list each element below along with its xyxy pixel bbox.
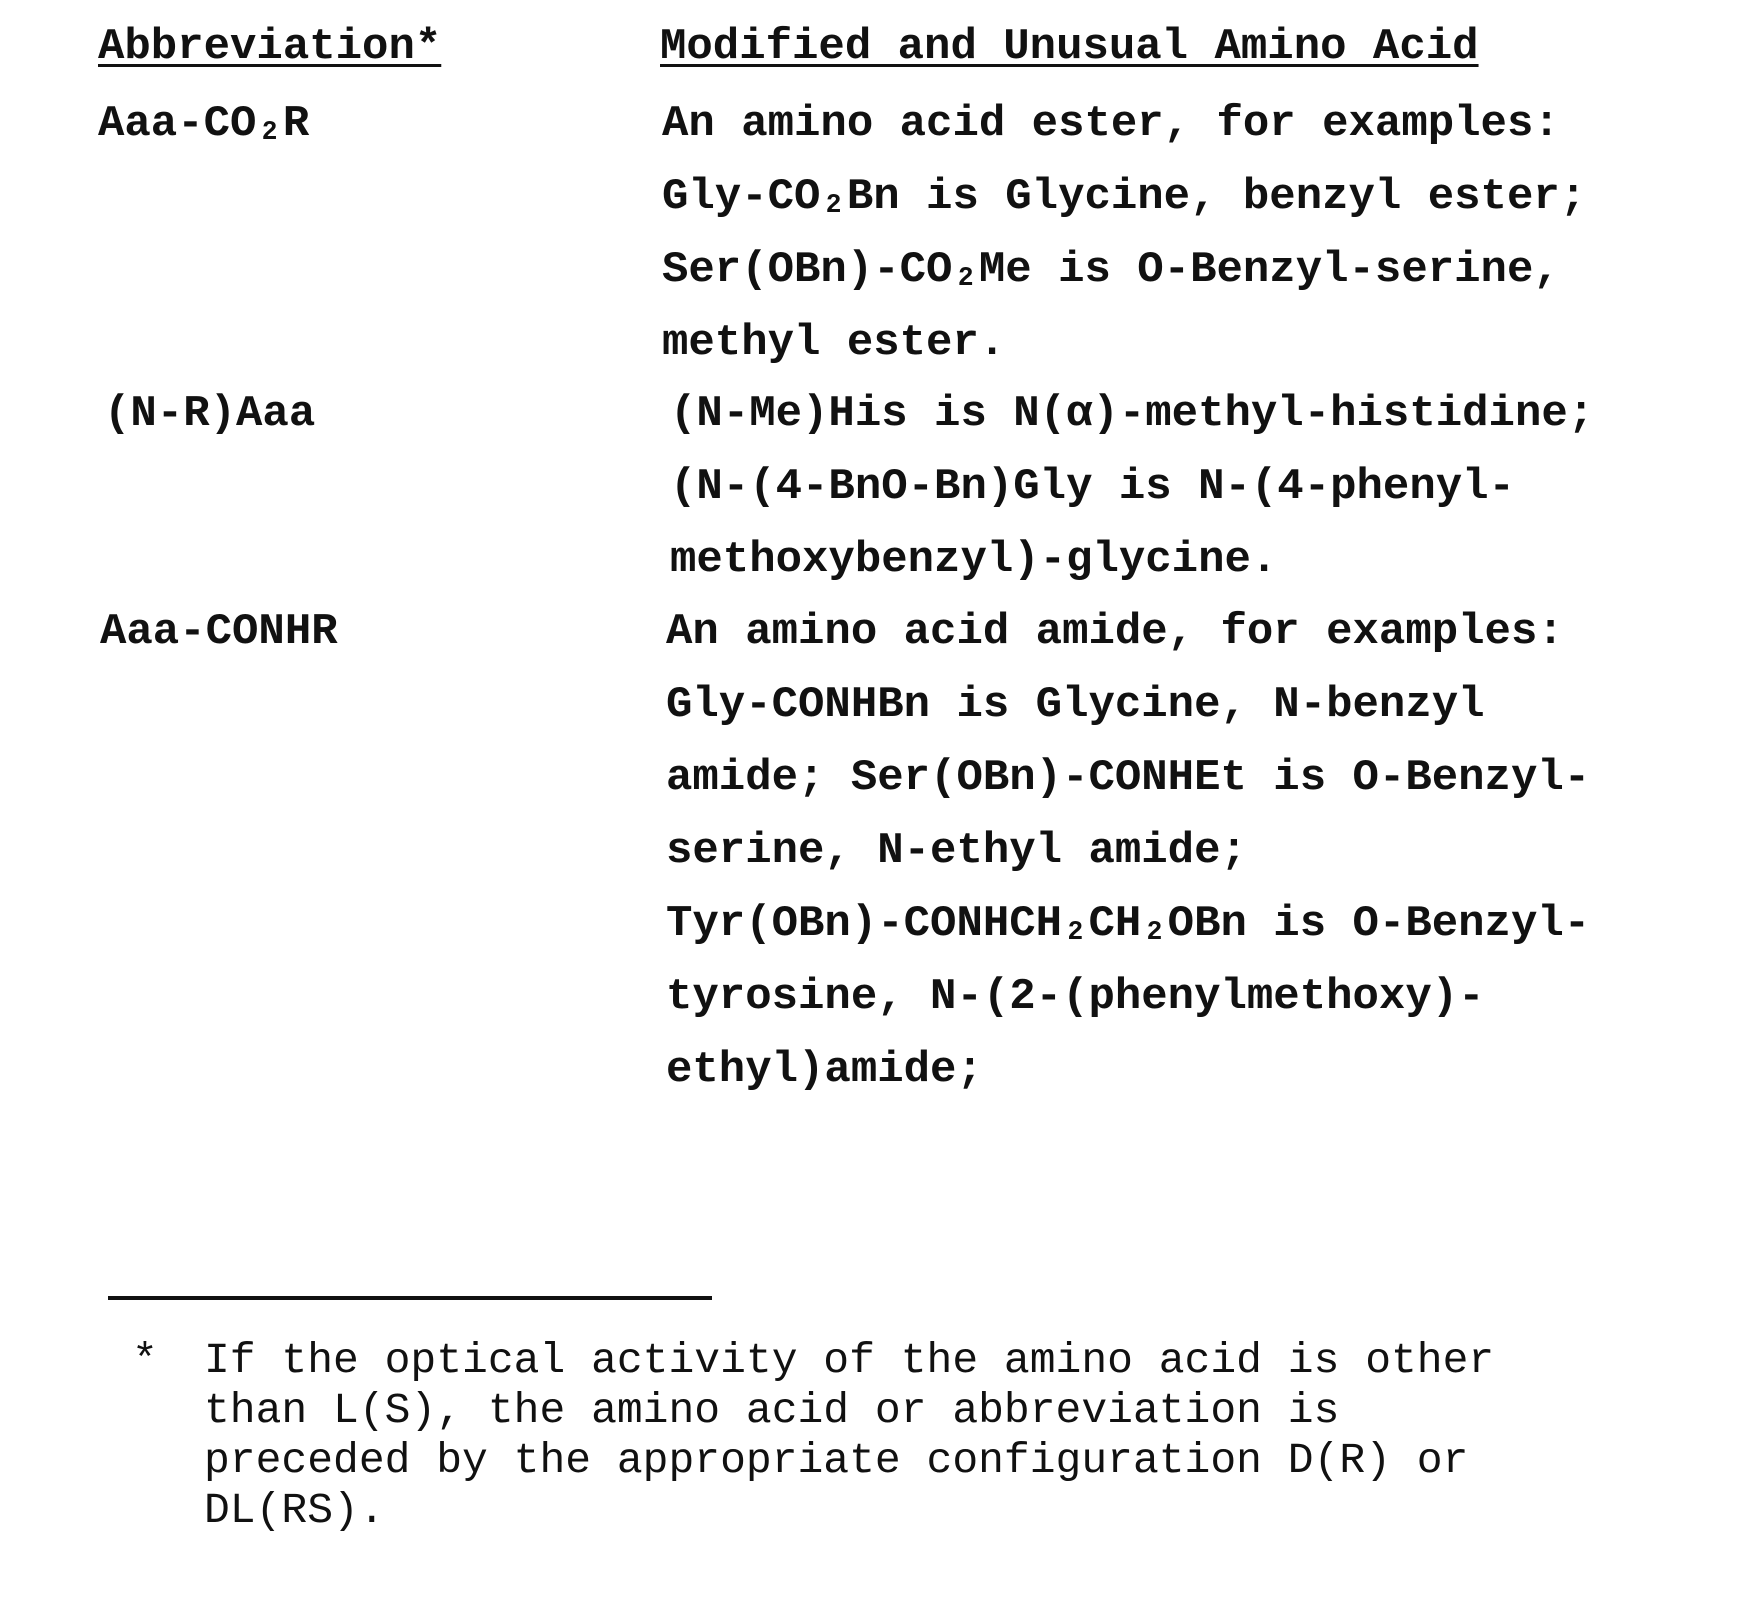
footnote-line: DL(RS).	[204, 1486, 385, 1535]
description-line: Gly-CO₂Bn is Glycine, benzyl ester;	[662, 172, 1587, 222]
description-line: An amino acid amide, for examples:	[666, 607, 1564, 657]
description-line: ethyl)amide;	[666, 1045, 983, 1095]
description-line: amide; Ser(OBn)-CONHEt is O-Benzyl-	[666, 753, 1591, 803]
description-line: Tyr(OBn)-CONHCH₂CH₂OBn is O-Benzyl-	[666, 899, 1591, 949]
description-line: methyl ester.	[662, 318, 1006, 368]
description-column-header: Modified and Unusual Amino Acid	[660, 22, 1479, 72]
description-line: Ser(OBn)-CO₂Me is O-Benzyl-serine,	[662, 245, 1560, 295]
description-line: serine, N-ethyl amide;	[666, 826, 1247, 876]
description-amino-acid-amide	[666, 596, 1590, 1107]
abbreviation-aaa-conhr: Aaa-CONHR	[100, 607, 338, 657]
footnote-line: If the optical activity of the amino acid is other	[204, 1336, 1495, 1385]
description-line: (N-Me)His is N(α)-methyl-histidine;	[670, 389, 1595, 439]
abbreviation-n-r-aaa: (N-R)Aaa	[104, 389, 316, 439]
description-line: Gly-CONHBn is Glycine, N-benzyl	[666, 680, 1485, 730]
footnote-line: preceded by the appropriate configuration D(R) or	[204, 1436, 1469, 1485]
description-amino-acid-ester	[662, 88, 1586, 380]
abbreviation-column-header: Abbreviation*	[98, 22, 442, 72]
footnote-separator	[108, 1296, 712, 1300]
footnote-line: than L(S), the amino acid or abbreviation is	[204, 1386, 1340, 1435]
description-line: methoxybenzyl)-glycine.	[670, 535, 1278, 585]
description-line: tyrosine, N-(2-(phenylmethoxy)-	[666, 972, 1485, 1022]
footnote-text	[204, 1336, 1494, 1536]
description-line: (N-(4-BnO-Bn)Gly is N-(4-phenyl-	[670, 462, 1515, 512]
description-line: An amino acid ester, for examples:	[662, 99, 1560, 149]
description-n-alkyl-amino-acid	[670, 378, 1594, 597]
footnote-marker: *	[132, 1336, 158, 1385]
abbreviation-aaa-co2r: Aaa-CO₂R	[98, 99, 310, 149]
